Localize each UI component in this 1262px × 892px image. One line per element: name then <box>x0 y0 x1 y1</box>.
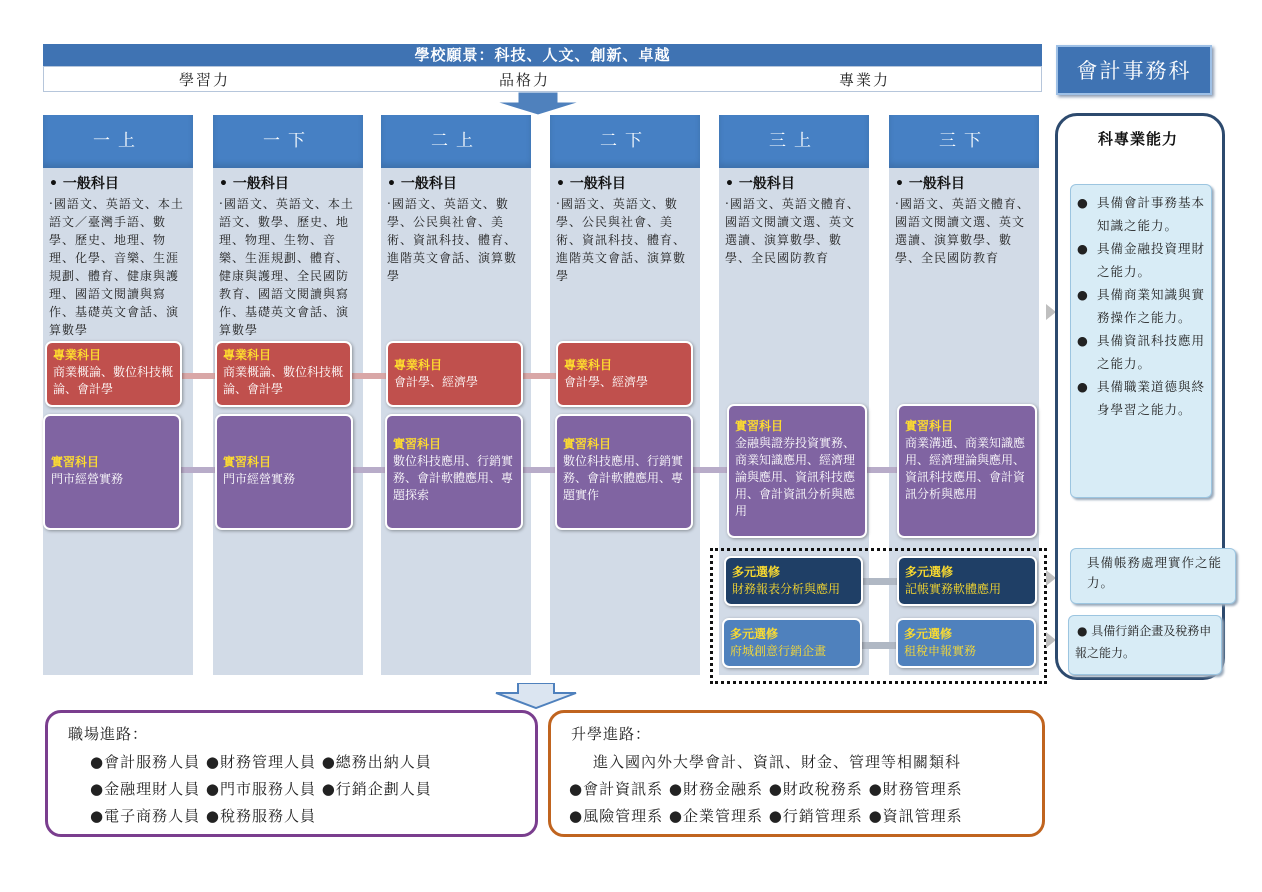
practice-subjects-box <box>43 414 181 530</box>
skill-accounting-practice: 具備帳務處理實作之能力。 <box>1070 548 1236 604</box>
box-text: 記帳實務軟體應用 <box>905 582 1002 596</box>
semester-title: 一下 <box>213 115 363 168</box>
skill-item: ● 具備職業道德與終身學習之能力。 <box>1077 379 1206 417</box>
professional-subjects-box <box>215 341 352 407</box>
box-text: 府城創意行銷企畫 <box>730 644 827 658</box>
skills-title: 科專業能力 <box>1098 130 1179 148</box>
box-title: 實習科目 <box>563 437 612 451</box>
skills-list <box>1070 184 1212 498</box>
box-title: 多元選修 <box>730 627 779 641</box>
box-title: 多元選修 <box>904 627 953 641</box>
box-text: 會計學、經濟學 <box>394 375 479 389</box>
general-subjects-list: ‧國語文、英語文、本土語文、數學、歷史、地理、物理、生物、音樂、生涯規劃、體育、健康與護理、全民國防教育、國語文閱讀與寫作、基礎英文會話、演算數學 <box>219 197 354 337</box>
practice-subjects-box <box>215 414 353 530</box>
practice-subjects-box <box>385 414 523 530</box>
elective-box <box>722 618 862 668</box>
general-subjects-list: ‧國語文、英語文、數學、公民與社會、美術、資訊科技、體育、進階英文會話、演算數學 <box>556 197 687 283</box>
connector-line <box>862 578 902 585</box>
career-pathway-panel <box>45 710 538 837</box>
elective-box <box>896 618 1036 668</box>
semester-title: 三下 <box>889 115 1039 168</box>
professional-subjects-box <box>386 341 523 407</box>
box-title: 專業科目 <box>564 358 613 372</box>
box-text: 商業概論、數位科技概論、會計學 <box>53 365 174 396</box>
skill-item: ● 具備資訊科技應用之能力。 <box>1077 333 1206 371</box>
box-text: 門市經營實務 <box>51 472 124 486</box>
school-vision-banner: 學校願景：科技、人文、創新、卓越 <box>43 44 1042 66</box>
box-title: 實習科目 <box>51 455 100 469</box>
semester-title: 二上 <box>381 115 531 168</box>
study-line: 進入國內外大學會計、資訊、財金、管理等相關類科 <box>593 753 962 771</box>
career-title: 職場進路： <box>68 725 149 743</box>
general-subjects-list: ‧國語文、英語文體育、國語文閱讀文選、英文選讀、演算數學、數學、全民國防教育 <box>725 197 860 265</box>
general-subjects-title: • 一般科目 <box>556 176 626 192</box>
box-title: 多元選修 <box>905 565 954 579</box>
box-text: 商業概論、數位科技概論、會計學 <box>223 365 344 396</box>
connector-line <box>520 467 560 473</box>
vision-professional: 專業力 <box>839 71 891 89</box>
box-title: 實習科目 <box>393 437 442 451</box>
box-text: 門市經營實務 <box>223 472 296 486</box>
practice-subjects-box <box>555 414 693 530</box>
general-subjects-list: ‧國語文、英語文、本土語文／臺灣手語、數學、歷史、地理、物理、化學、音樂、生涯規劃、體育、健康與護理、國語文閱讀與寫作、基礎英文會話、演算數學 <box>49 197 184 337</box>
general-subjects-title: • 一般科目 <box>725 176 795 192</box>
box-text: 商業溝通、商業知識應用、經濟理論與應用、資訊科技應用、會計資訊分析與應用 <box>905 436 1026 501</box>
department-title: 會計事務科 <box>1056 45 1212 95</box>
semester-title: 二下 <box>550 115 700 168</box>
semester-title: 三上 <box>719 115 869 168</box>
connector-line <box>350 467 390 473</box>
box-text: 數位科技應用、行銷實務、會計軟體應用、專題實作 <box>563 454 684 502</box>
connector-line <box>180 467 220 473</box>
elective-box <box>724 556 863 606</box>
box-title: 實習科目 <box>223 455 272 469</box>
career-line: ●金融理財人員 ●門市服務人員 ●行銷企劃人員 <box>90 780 432 798</box>
further-study-panel <box>548 710 1045 837</box>
study-line: ●會計資訊系 ●財務金融系 ●財政稅務系 ●財務管理系 <box>569 780 963 798</box>
semester-title: 一上 <box>43 115 193 168</box>
professional-subjects-box <box>45 341 182 407</box>
box-title: 專業科目 <box>394 358 443 372</box>
study-title: 升學進路： <box>571 725 652 743</box>
skill-marketing-tax: ● 具備行銷企畫及稅務申報之能力。 <box>1068 615 1222 675</box>
general-subjects-list: ‧國語文、英語文體育、國語文閱讀文選、英文選讀、演算數學、數學、全民國防教育 <box>895 197 1030 265</box>
box-title: 實習科目 <box>905 419 954 433</box>
box-text: 會計學、經濟學 <box>564 375 649 389</box>
box-text: 數位科技應用、行銷實務、會計軟體應用、專題探索 <box>393 454 514 502</box>
general-subjects-title: • 一般科目 <box>895 176 965 192</box>
box-text: 金融與證券投資實務、商業知識應用、經濟理論與應用、資訊科技應用、會計資訊分析與應用 <box>735 436 856 518</box>
skill-item: ● 具備會計事務基本知識之能力。 <box>1077 195 1206 233</box>
elective-box <box>897 556 1037 606</box>
box-title: 專業科目 <box>53 348 102 362</box>
connector-line <box>180 373 220 379</box>
general-subjects-title: • 一般科目 <box>387 176 457 192</box>
connector-line <box>350 373 390 379</box>
practice-subjects-box <box>727 404 867 538</box>
box-title: 實習科目 <box>735 419 784 433</box>
career-line: ●會計服務人員 ●財務管理人員 ●總務出納人員 <box>90 753 432 771</box>
general-subjects-list: ‧國語文、英語文、數學、公民與社會、美術、資訊科技、體育、進階英文會話、演算數學 <box>387 197 518 283</box>
general-subjects-title: • 一般科目 <box>49 176 119 192</box>
skill-item: ● 具備金融投資理財之能力。 <box>1077 241 1206 279</box>
down-arrow-icon <box>486 683 586 709</box>
connector-line <box>520 373 560 379</box>
box-text: 財務報表分析與應用 <box>732 582 841 596</box>
practice-subjects-box <box>897 404 1037 538</box>
connector-line <box>690 467 730 473</box>
vision-learning: 學習力 <box>179 71 231 89</box>
professional-subjects-box <box>556 341 693 407</box>
vision-character: 品格力 <box>499 71 551 89</box>
down-arrow-icon <box>488 92 588 116</box>
skill-item: ● 具備商業知識與實務操作之能力。 <box>1077 287 1206 325</box>
box-title: 專業科目 <box>223 348 272 362</box>
box-text: 租稅申報實務 <box>904 644 977 658</box>
career-line: ●電子商務人員 ●稅務服務人員 <box>90 807 316 825</box>
general-subjects-title: • 一般科目 <box>219 176 289 192</box>
box-title: 多元選修 <box>732 565 781 579</box>
vision-subtitle-bar <box>43 66 1042 92</box>
study-line: ●風險管理系 ●企業管理系 ●行銷管理系 ●資訊管理系 <box>569 807 963 825</box>
